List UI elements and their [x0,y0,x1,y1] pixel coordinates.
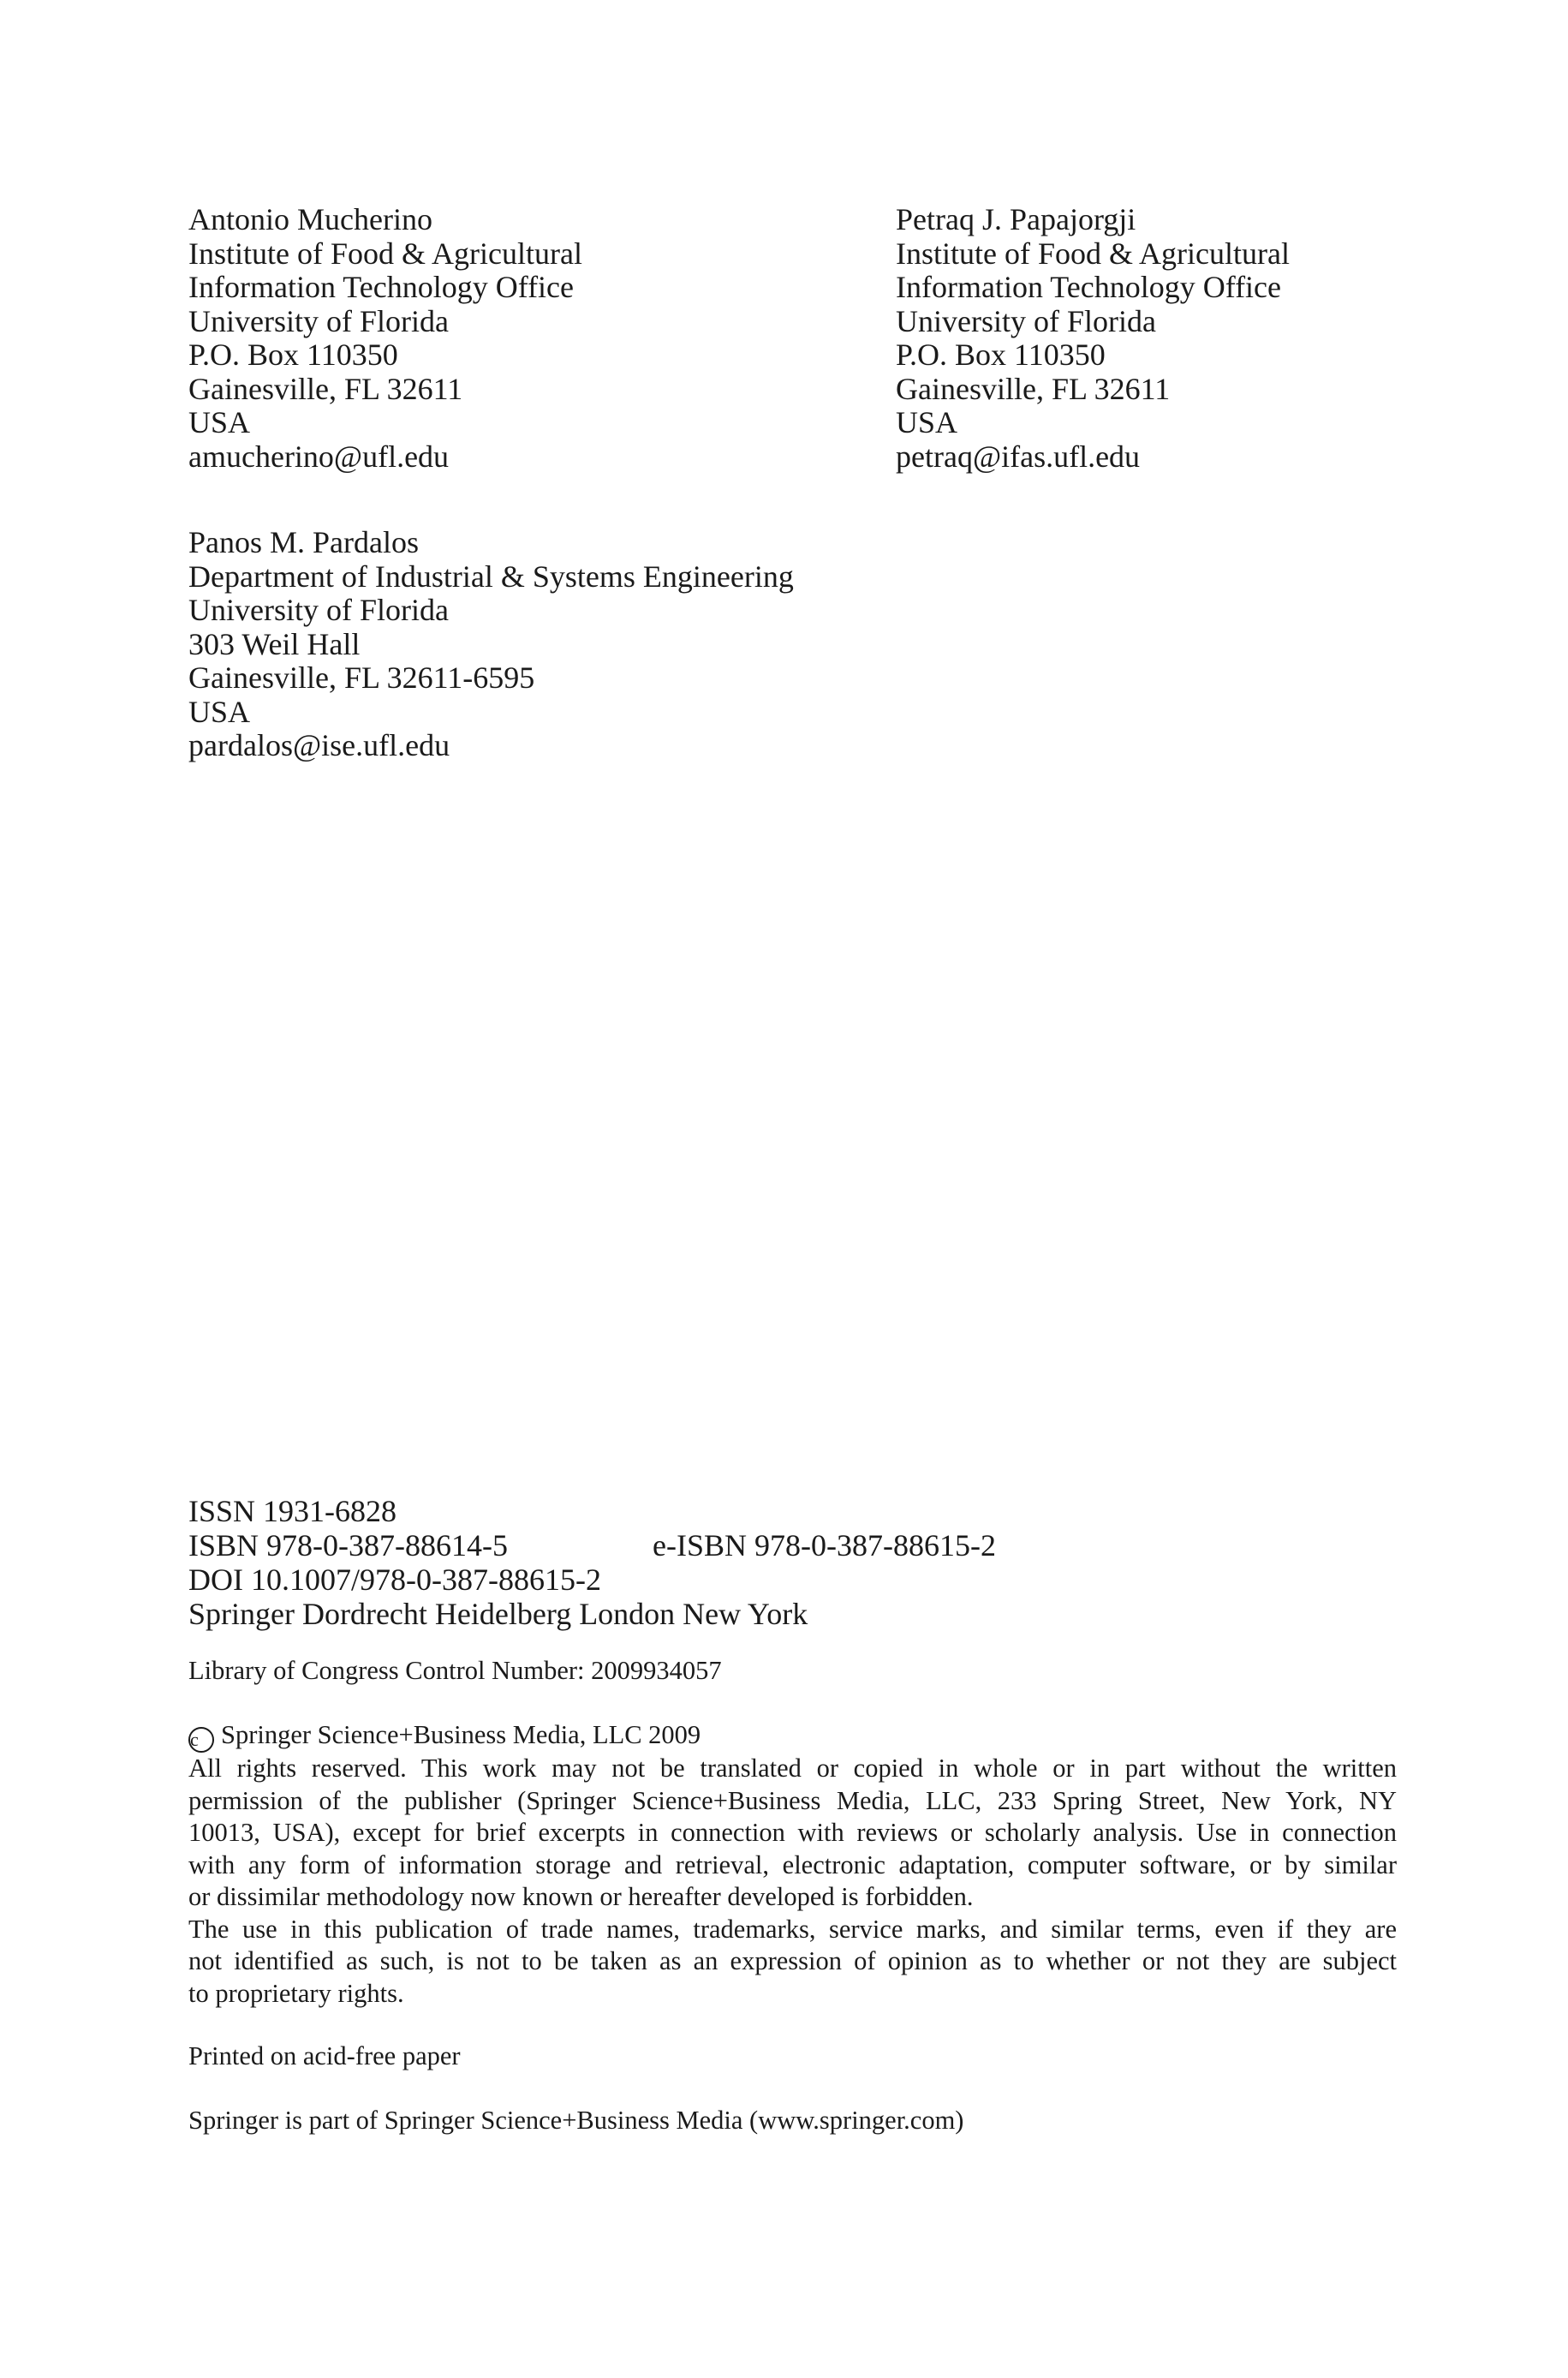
loc-text: Library of Congress Control Number: 2009934057 [188,1656,722,1685]
springer-note [188,2105,963,2137]
author-affiliation-line: 303 Weil Hall [188,626,361,661]
copyright-line: to proprietary rights. [188,1978,404,2008]
copyright-line: The use in this publication of trade names, trademarks, service marks, and similar terms, even if they are [188,1914,1397,1944]
copyright-line: 10013, USA), except for brief excerpts in connection with reviews or scholarly analysis. Use in connection [188,1818,1397,1847]
e-isbn: e-ISBN 978-0-387-88615-2 [653,1528,996,1562]
printed-text: Printed on acid-free paper [188,2041,461,2070]
author-affiliation-line: Department of Industrial & Systems Engineering [188,559,794,594]
author-affiliation-line: Institute of Food & Agricultural [896,236,1290,271]
author-block-pardalos [188,526,794,763]
copyright-holder: Springer Science+Business Media, LLC 2009 [221,1720,701,1749]
author-name: Antonio Mucherino [188,202,432,236]
author-affiliation-line: P.O. Box 110350 [896,338,1106,372]
author-affiliation-line: USA [188,694,251,729]
doi: DOI 10.1007/978-0-387-88615-2 [188,1562,601,1597]
isbn: ISBN 978-0-387-88614-5 [188,1528,508,1562]
author-affiliation-line: Institute of Food & Agricultural [188,236,582,271]
author-name: Petraq J. Papajorgji [896,202,1136,236]
isbn-row [188,1528,996,1562]
copyright-holder-line [188,1719,1397,1753]
author-email: pardalos@ise.ufl.edu [188,728,450,762]
author-affiliation-line: Gainesville, FL 32611 [188,371,463,406]
author-affiliation-line: Gainesville, FL 32611-6595 [188,660,535,695]
copyright-line: or dissimilar methodology now known or hereafter developed is forbidden. [188,1882,974,1911]
copyright-line: not identified as such, is not to be taken as an expression of opinion as to whether or not they are subject [188,1946,1397,1975]
author-affiliation-line: University of Florida [188,593,449,627]
author-block-papajorgji [896,203,1290,474]
author-affiliation-line: Information Technology Office [896,270,1282,304]
author-affiliation-line: University of Florida [896,303,1156,338]
author-email: amucherino@ufl.edu [188,439,450,474]
copyright-icon: c [188,1727,214,1753]
library-of-congress-number [188,1655,722,1688]
author-email: petraq@ifas.ufl.edu [896,439,1141,474]
author-affiliation-line: P.O. Box 110350 [188,338,398,372]
copyright-line: with any form of information storage and retrieval, electronic adaptation, computer software, or by similar [188,1849,1397,1879]
author-affiliation-line: University of Florida [188,303,449,338]
printed-note [188,2040,461,2073]
author-name: Panos M. Pardalos [188,525,419,559]
publisher-locations: Springer Dordrecht Heidelberg London New York [188,1597,808,1631]
author-affiliation-line: Gainesville, FL 32611 [896,371,1171,406]
author-affiliation-line: USA [188,405,251,439]
copyright-line: permission of the publisher (Springer Science+Business Media, LLC, 233 Spring Street, New York, NY [188,1785,1397,1815]
author-block-mucherino [188,203,582,474]
copyright-notice [188,1719,1397,2010]
author-affiliation-line: USA [896,405,958,439]
issn: ISSN 1931-6828 [188,1494,397,1528]
springer-note-text: Springer is part of Springer Science+Business Media (www.springer.com) [188,2106,964,2135]
copyright-line: All rights reserved. This work may not be translated or copied in whole or in part without the written [188,1754,1397,1783]
publication-info [188,1494,996,1631]
author-affiliation-line: Information Technology Office [188,270,575,304]
